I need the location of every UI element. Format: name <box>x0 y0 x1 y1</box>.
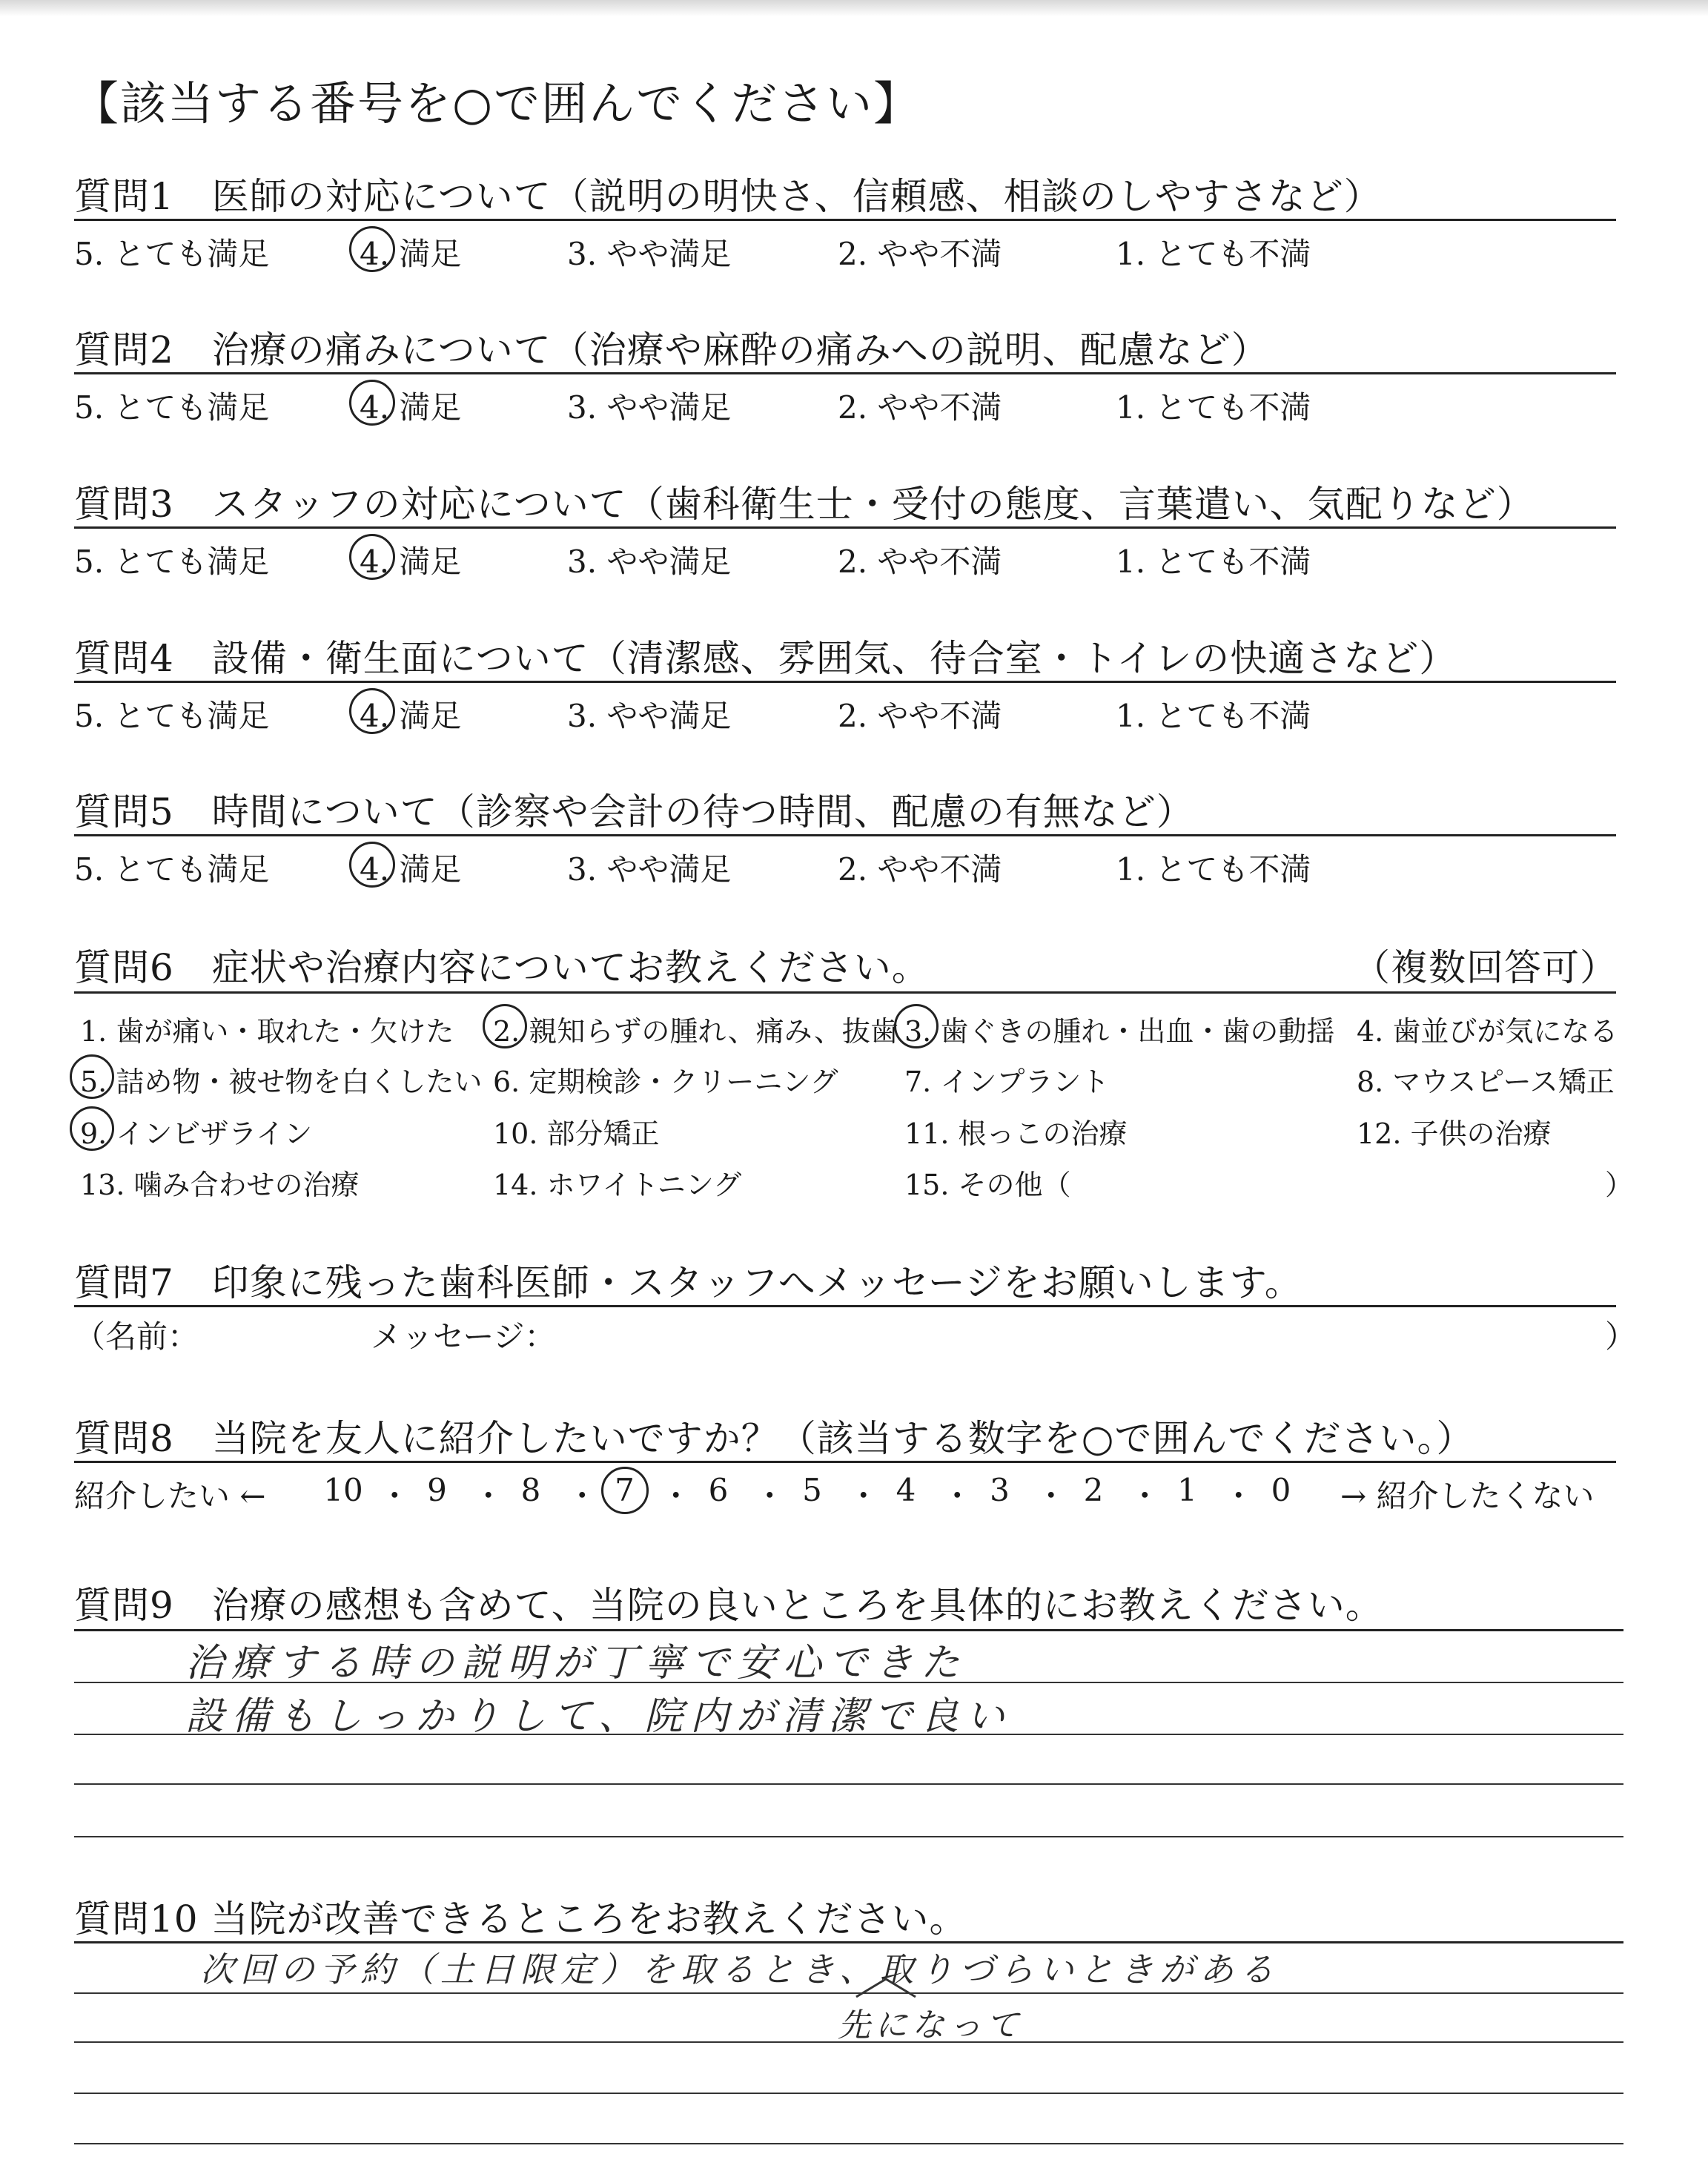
q9-title: 質問9 治療の感想も含めて、当院の良いところを具体的にお教えください。 <box>74 1584 1383 1627</box>
q8-scale-1[interactable]: 1 <box>1177 1472 1197 1508</box>
q10-rule-4 <box>74 2093 1623 2094</box>
q6-selection-circle <box>894 1004 939 1048</box>
q4-option-4[interactable]: 4. 満足 <box>360 698 462 734</box>
q6-selection-circle <box>70 1054 114 1099</box>
q6-title: 質問6 症状や治療内容についてお教えください。 <box>74 946 930 989</box>
q8-scale-0[interactable]: 0 <box>1271 1472 1291 1508</box>
q6-option-15[interactable]: 15. その他（ <box>904 1169 1071 1201</box>
q5-rule <box>74 834 1616 836</box>
q9-answer-line-1: 治療する時の説明が丁寧で安心できた <box>185 1641 967 1685</box>
q4-option-1[interactable]: 1. とても不満 <box>1116 698 1311 734</box>
q10-rule-2 <box>74 1992 1623 1994</box>
form-header: 【該当する番号を○で囲んでください】 <box>73 76 921 131</box>
q2-option-5[interactable]: 5. とても満足 <box>74 389 270 426</box>
q3-option-4[interactable]: 4. 満足 <box>360 544 462 580</box>
insertion-caret <box>853 1976 919 1998</box>
q4-rule <box>74 681 1616 683</box>
q8-scale-separator: ・ <box>1035 1478 1067 1514</box>
q8-rule <box>74 1461 1616 1463</box>
q9-rule-4 <box>74 1783 1623 1785</box>
q3-option-2[interactable]: 2. やや不満 <box>838 544 1002 580</box>
scan-top-shadow <box>0 0 1708 16</box>
q1-option-4[interactable]: 4. 満足 <box>360 236 462 272</box>
q3-selection-circle <box>349 534 395 580</box>
q5-option-3[interactable]: 3. やや満足 <box>567 851 732 888</box>
q6-option-5[interactable]: 5. 詰め物・被せ物を白くしたい <box>80 1066 483 1098</box>
q1-option-3[interactable]: 3. やや満足 <box>567 236 732 272</box>
q8-scale-separator: ・ <box>472 1478 504 1514</box>
q8-right-label: → 紹介したくない <box>1340 1478 1595 1514</box>
q2-title: 質問2 治療の痛みについて（治療や麻酔の痛みへの説明、配慮など） <box>74 328 1269 371</box>
q4-option-3[interactable]: 3. やや満足 <box>567 698 732 734</box>
q2-option-4[interactable]: 4. 満足 <box>360 389 462 426</box>
q3-option-3[interactable]: 3. やや満足 <box>567 544 732 580</box>
q6-option-6[interactable]: 6. 定期検診・クリーニング <box>493 1066 838 1098</box>
q8-selection-circle <box>601 1467 649 1514</box>
q6-selection-circle <box>70 1106 114 1151</box>
q7-close-paren: ） <box>1605 1318 1637 1355</box>
q8-scale-separator: ・ <box>566 1478 598 1514</box>
q6-rule <box>74 991 1616 994</box>
q8-scale-separator: ・ <box>660 1478 692 1514</box>
q6-option-8[interactable]: 8. マウスピース矯正 <box>1357 1066 1615 1098</box>
q6-option-4[interactable]: 4. 歯並びが気になる <box>1357 1015 1618 1048</box>
q2-rule <box>74 372 1616 374</box>
q7-message-label: メッセージ： <box>371 1318 556 1355</box>
q5-selection-circle <box>349 842 395 888</box>
q8-scale-6[interactable]: 6 <box>708 1472 729 1508</box>
q10-insertion-text: 先になって <box>838 2007 1023 2044</box>
q6-option-9[interactable]: 9. インビザライン <box>80 1117 313 1150</box>
q8-scale-2[interactable]: 2 <box>1083 1472 1104 1508</box>
q2-option-2[interactable]: 2. やや不満 <box>838 389 1002 426</box>
q7-title: 質問7 印象に残った歯科医師・スタッフへメッセージをお願いします。 <box>74 1261 1302 1304</box>
q8-title: 質問8 当院を友人に紹介したいですか？（該当する数字を○で囲んでください。） <box>74 1417 1474 1460</box>
q6-selection-circle <box>483 1004 527 1048</box>
q1-option-5[interactable]: 5. とても満足 <box>74 236 270 272</box>
q4-title: 質問4 設備・衛生面について（清潔感、雰囲気、待合室・トイレの快適さなど） <box>74 637 1457 680</box>
q4-option-5[interactable]: 5. とても満足 <box>74 698 270 734</box>
q4-option-2[interactable]: 2. やや不満 <box>838 698 1002 734</box>
q8-scale-8[interactable]: 8 <box>520 1472 541 1508</box>
q8-left-label: 紹介したい ← <box>74 1478 266 1514</box>
q6-option-13[interactable]: 13. 噛み合わせの治療 <box>80 1169 360 1201</box>
q3-rule <box>74 526 1616 529</box>
q1-selection-circle <box>349 226 395 272</box>
q8-scale-10[interactable]: 10 <box>323 1472 363 1508</box>
q5-option-2[interactable]: 2. やや不満 <box>838 851 1002 888</box>
q5-option-1[interactable]: 1. とても不満 <box>1116 851 1311 888</box>
q9-rule-5 <box>74 1836 1623 1837</box>
q1-title: 質問1 医師の対応について（説明の明快さ、信頼感、相談のしやすさなど） <box>74 175 1382 218</box>
q6-option-1[interactable]: 1. 歯が痛い・取れた・欠けた <box>80 1015 454 1048</box>
q10-title: 質問10 当院が改善できるところをお教えください。 <box>74 1898 967 1941</box>
q8-scale-separator: ・ <box>847 1478 879 1514</box>
q6-option-14[interactable]: 14. ホワイトニング <box>493 1169 742 1201</box>
q8-scale-separator: ・ <box>1129 1478 1161 1514</box>
q6-option-10[interactable]: 10. 部分矯正 <box>493 1117 660 1150</box>
q2-selection-circle <box>349 380 395 426</box>
q8-scale-9[interactable]: 9 <box>427 1472 447 1508</box>
q3-option-5[interactable]: 5. とても満足 <box>74 544 270 580</box>
q8-scale-5[interactable]: 5 <box>802 1472 822 1508</box>
q7-rule <box>74 1305 1616 1307</box>
q2-option-3[interactable]: 3. やや満足 <box>567 389 732 426</box>
q8-scale-separator: ・ <box>941 1478 973 1514</box>
q6-other-close: ） <box>1605 1169 1634 1201</box>
q10-rule-5 <box>74 2143 1623 2144</box>
q8-scale-7[interactable]: 7 <box>615 1472 635 1508</box>
q6-option-3[interactable]: 3. 歯ぐきの腫れ・出血・歯の動揺 <box>904 1015 1335 1048</box>
q5-option-5[interactable]: 5. とても満足 <box>74 851 270 888</box>
q3-title: 質問3 スタッフの対応について（歯科衛生士・受付の態度、言葉遣い、気配りなど） <box>74 483 1535 526</box>
q8-scale-4[interactable]: 4 <box>896 1472 916 1508</box>
q1-rule <box>74 219 1616 221</box>
q6-option-12[interactable]: 12. 子供の治療 <box>1357 1117 1552 1150</box>
q10-answer-line: 次回の予約（土日限定）を取るとき、取りづらいときがある <box>200 1949 1280 1989</box>
q8-scale-separator: ・ <box>1222 1478 1254 1514</box>
q1-option-1[interactable]: 1. とても不満 <box>1116 236 1311 272</box>
q3-option-1[interactable]: 1. とても不満 <box>1116 544 1311 580</box>
q9-answer-line-2: 設備もしっかりして、院内が清潔で良い <box>185 1694 1012 1739</box>
q6-option-11[interactable]: 11. 根っこの治療 <box>904 1117 1128 1150</box>
q1-option-2[interactable]: 2. やや不満 <box>838 236 1002 272</box>
q8-scale-separator: ・ <box>379 1478 411 1514</box>
q5-title: 質問5 時間について（診察や会計の待つ時間、配慮の有無など） <box>74 790 1194 833</box>
q6-option-2[interactable]: 2. 親知らずの腫れ、痛み、抜歯 <box>493 1015 898 1048</box>
q8-scale-separator: ・ <box>754 1478 786 1514</box>
q2-option-1[interactable]: 1. とても不満 <box>1116 389 1311 426</box>
q7-name-label: （名前： <box>74 1318 199 1355</box>
q5-option-4[interactable]: 4. 満足 <box>360 851 462 888</box>
q6-option-7[interactable]: 7. インプラント <box>904 1066 1110 1098</box>
q6-note: （複数回答可） <box>1353 946 1618 989</box>
q4-selection-circle <box>349 688 395 734</box>
q8-scale-3[interactable]: 3 <box>990 1472 1010 1508</box>
